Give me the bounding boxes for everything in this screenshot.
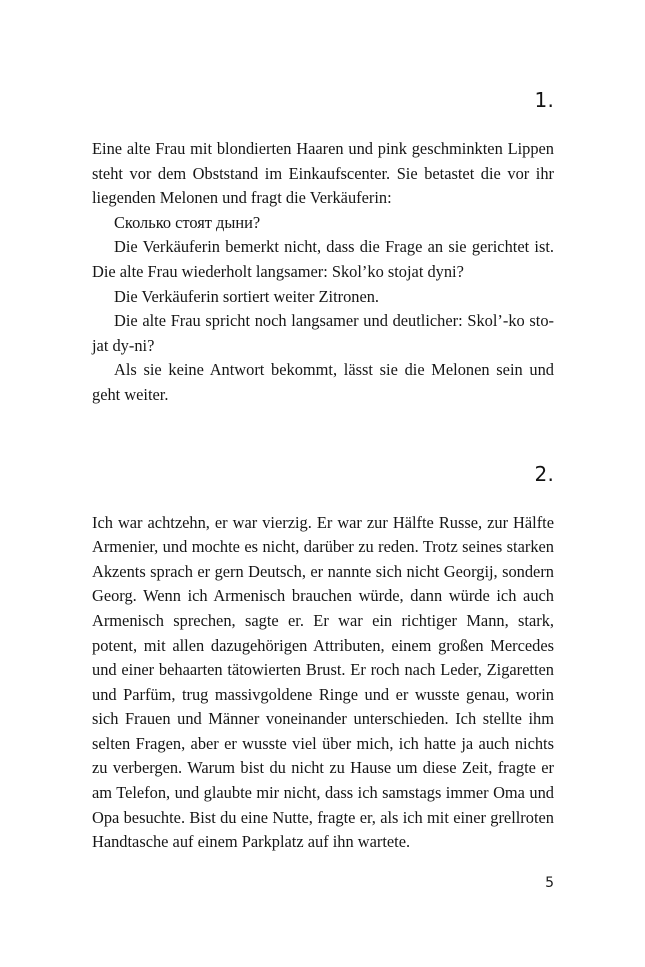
- paragraph: Die alte Frau spricht noch langsamer und deutlicher: Skol’-ko sto-jat dy-ni?: [92, 311, 554, 355]
- paragraph-cyrillic-question: Сколько стоят дыни?: [114, 212, 261, 232]
- paragraph: Die Verkäuferin bemerkt nicht, dass die Frage an sie gerichtet ist. Die alte Frau wiederholt langsamer: Skol’ko stojat dyni?: [92, 237, 554, 281]
- paragraph: Eine alte Frau mit blondierten Haaren und pink geschminkten Lippen steht vor dem Obststand im Einkaufscenter. Sie betastet die vor ihr liegenden Melonen und fragt die Verkäuferin:: [92, 139, 554, 208]
- section-body-2: [92, 511, 554, 855]
- section-number-2: 2.: [534, 461, 554, 486]
- paragraph: Als sie keine Antwort bekommt, lässt sie die Melonen sein und geht weiter.: [92, 360, 554, 404]
- paragraph: Ich war achtzehn, er war vierzig. Er war zur Hälfte Russe, zur Hälfte Armenier, und mochte es nicht, darüber zu reden. Trotz seines starken Akzents sprach er gern Deutsch, er nannte sich nicht Georgij, sondern Georg. Wenn ich Armenisch brauchen würde, dann würde ich auch Armenisch sprechen, sagte er. Er war ein richtiger Mann, stark, potent, mit allen dazugehörigen Attributen, einem großen Mercedes und einer behaarten tätowierten Brust. Er roch nach Leder, Zigaretten und Parfüm, trug massivgoldene Ringe und er wusste genau, worin sich Frauen und Männer voneinander unterschieden. Ich stellte ihm selten Fragen, aber er wusste viel über mich, ich hatte ja auch nichts zu verbergen. Warum bist du nicht zu Hause um diese Zeit, fragte er am Telefon, und glaubte mir nicht, dass ich samstags immer Oma und Opa besuchte. Bist du eine Nutte, fragte er, als ich mit einer grellroten Handtasche auf einem Parkplatz auf ihn wartete.: [92, 512, 554, 852]
- page-number: 5: [545, 875, 554, 891]
- text-column: [92, 0, 554, 855]
- paragraph: Die Verkäuferin sortiert weiter Zitronen.: [114, 286, 380, 306]
- section-body-1: [92, 137, 554, 408]
- section-number-1: 1.: [534, 88, 554, 112]
